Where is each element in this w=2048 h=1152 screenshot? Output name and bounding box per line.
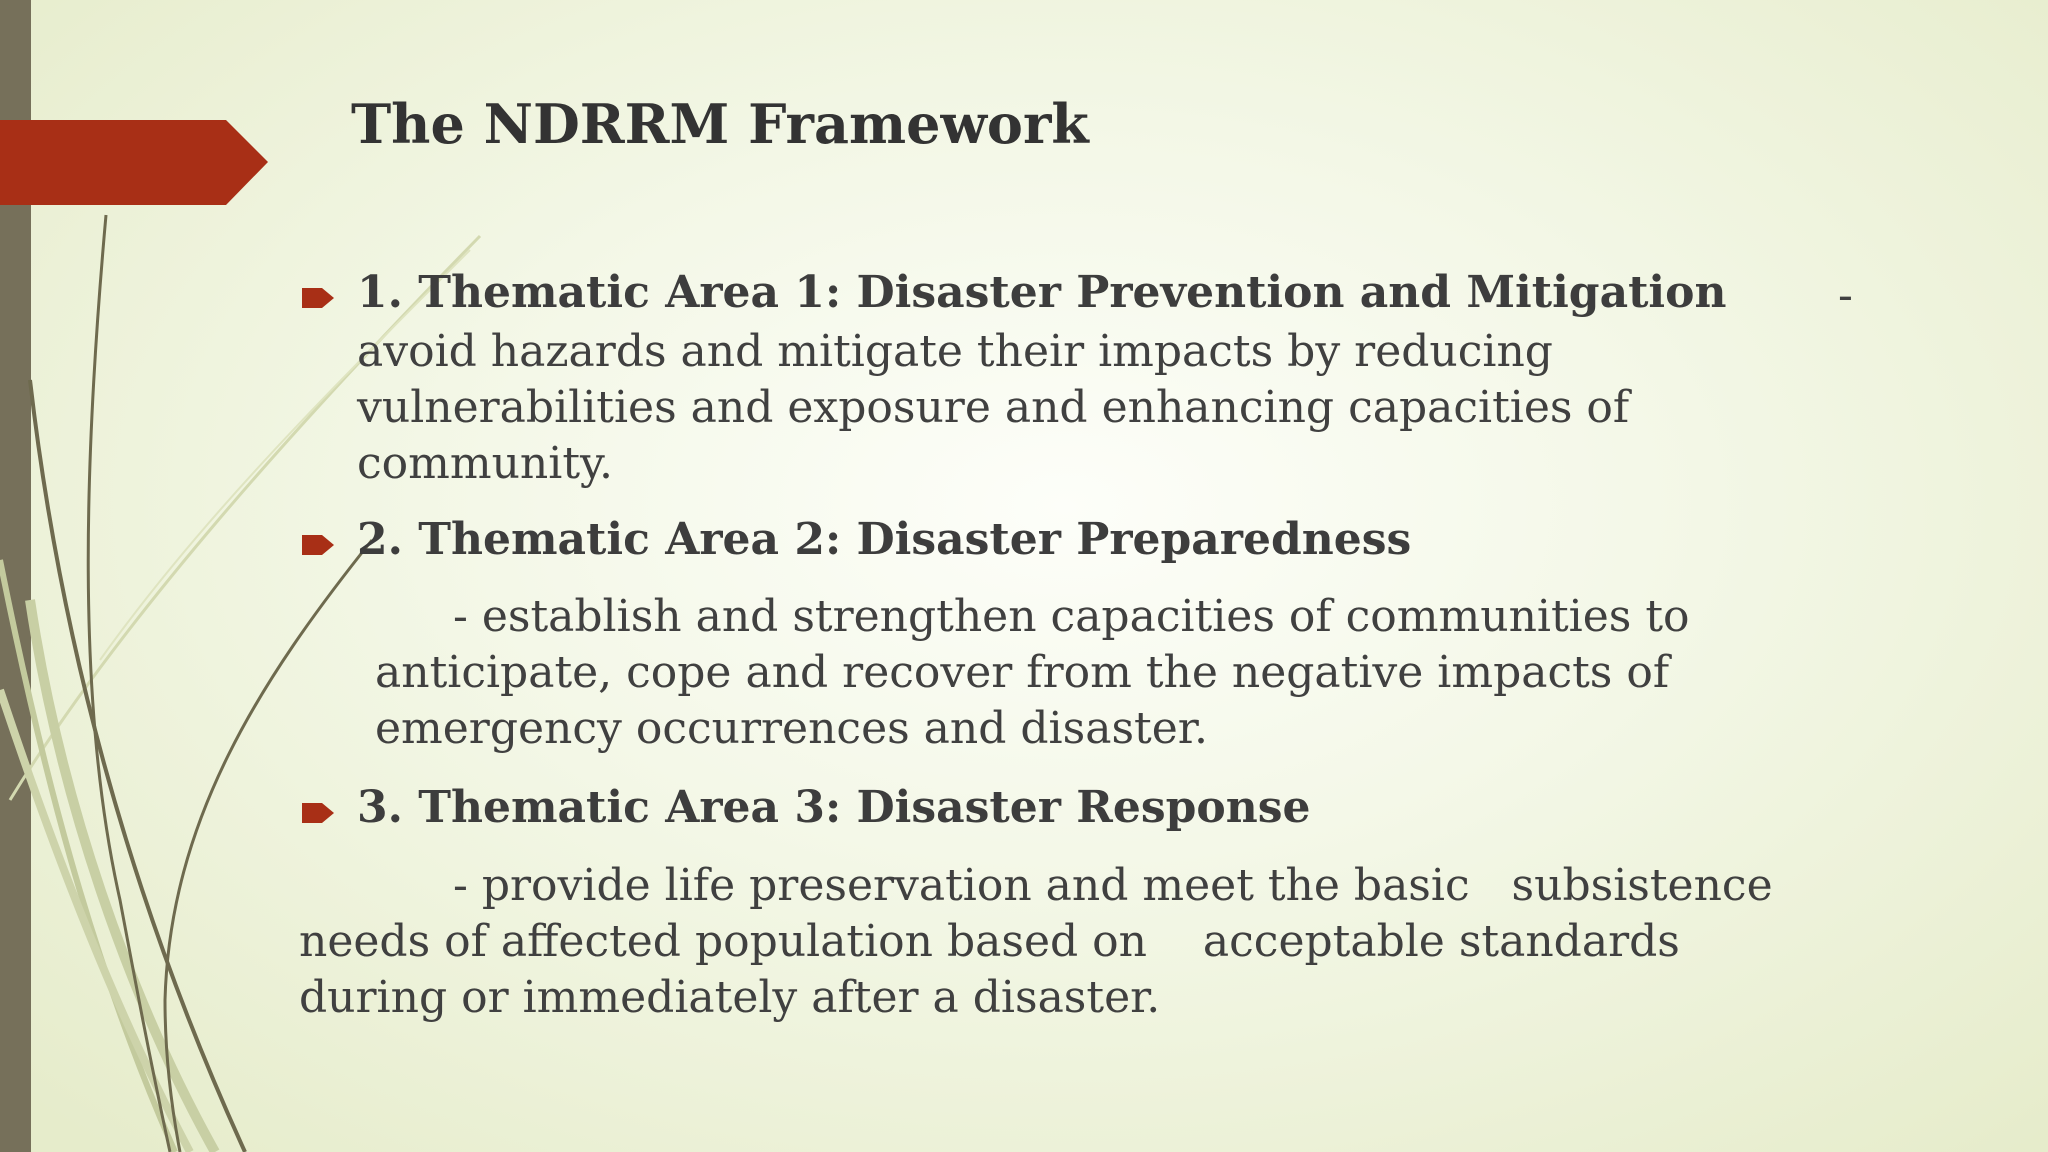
item-2-heading: 2. Thematic Area 2: Disaster Preparedness — [357, 514, 1412, 565]
arrow-bullet-icon — [302, 288, 334, 308]
item-1-text-line: avoid hazards and mitigate their impacts by reducing — [357, 326, 1553, 377]
item-1-dash: - — [1838, 270, 1853, 321]
item-1-text-line: vulnerabilities and exposure and enhancing capacities of — [357, 382, 1630, 433]
item-2-text-line: anticipate, cope and recover from the negative impacts of — [375, 647, 1670, 698]
title-arrow-banner — [0, 120, 268, 205]
item-3-heading: 3. Thematic Area 3: Disaster Response — [357, 782, 1311, 833]
item-3-text-line: needs of affected population based on acceptable standards — [299, 916, 1680, 967]
item-1-text-line: community. — [357, 438, 614, 489]
item-3-text-line: during or immediately after a disaster. — [299, 972, 1161, 1023]
slide-title: The NDRRM Framework — [351, 92, 1089, 156]
item-2-text-line: - establish and strengthen capacities of communities to — [453, 591, 1690, 642]
arrow-bullet-icon — [302, 535, 334, 555]
arrow-bullet-icon — [302, 803, 334, 823]
item-2-text-line: emergency occurrences and disaster. — [375, 703, 1208, 754]
item-3-text-line: - provide life preservation and meet the basic subsistence — [453, 860, 1773, 911]
item-1-heading: 1. Thematic Area 1: Disaster Prevention and Mitigation — [357, 267, 1727, 318]
